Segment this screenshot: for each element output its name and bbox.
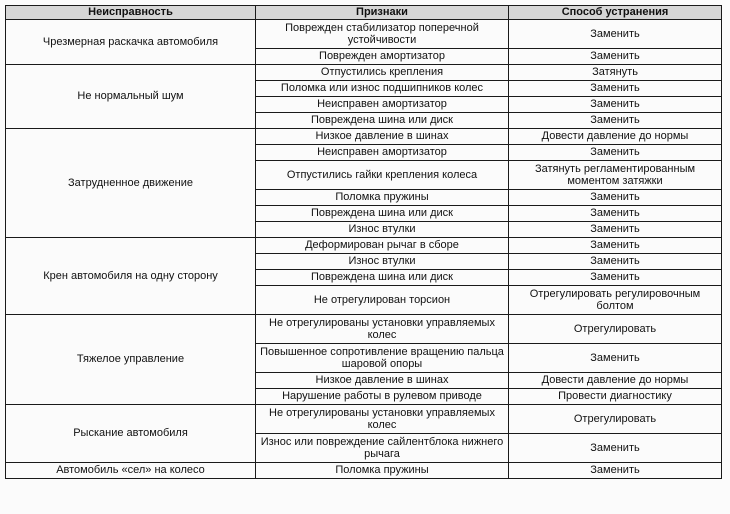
table-header-row	[6, 6, 722, 20]
remedy-cell: Заменить	[509, 97, 722, 113]
table-row	[6, 405, 722, 434]
remedy-cell: Заменить	[509, 20, 722, 49]
fault-cell: Тяжелое управление	[6, 315, 256, 405]
sign-cell: Повреждена шина или диск	[256, 206, 509, 222]
sign-cell: Деформирован рычаг в сборе	[256, 238, 509, 254]
table-row	[6, 463, 722, 479]
sign-cell: Не отрегулированы установки управляемых колес	[256, 315, 509, 344]
fault-cell: Крен автомобиля на одну сторону	[6, 238, 256, 315]
fault-cell: Не нормальный шум	[6, 65, 256, 129]
remedy-cell: Заменить	[509, 270, 722, 286]
fault-cell: Рыскание автомобиля	[6, 405, 256, 463]
sign-cell: Отпустились крепления	[256, 65, 509, 81]
table-row	[6, 65, 722, 81]
remedy-cell: Заменить	[509, 344, 722, 373]
header-signs: Признаки	[256, 6, 509, 20]
sign-cell: Нарушение работы в рулевом приводе	[256, 389, 509, 405]
remedy-cell: Заменить	[509, 145, 722, 161]
remedy-cell: Заменить	[509, 81, 722, 97]
sign-cell: Отпустились гайки крепления колеса	[256, 161, 509, 190]
fault-table	[5, 5, 722, 479]
sign-cell: Износ втулки	[256, 222, 509, 238]
remedy-cell: Отрегулировать	[509, 315, 722, 344]
sign-cell: Износ втулки	[256, 254, 509, 270]
remedy-cell: Провести диагностику	[509, 389, 722, 405]
sign-cell: Поврежден амортизатор	[256, 49, 509, 65]
header-remedy: Способ устранения	[509, 6, 722, 20]
remedy-cell: Заменить	[509, 222, 722, 238]
header-fault: Неисправность	[6, 6, 256, 20]
sign-cell: Повышенное сопротивление вращению пальца шаровой опоры	[256, 344, 509, 373]
sign-cell: Не отрегулированы установки управляемых колес	[256, 405, 509, 434]
remedy-cell: Довести давление до нормы	[509, 129, 722, 145]
table-body	[6, 20, 722, 479]
remedy-cell: Затянуть	[509, 65, 722, 81]
remedy-cell: Заменить	[509, 49, 722, 65]
remedy-cell: Заменить	[509, 113, 722, 129]
remedy-cell: Заменить	[509, 434, 722, 463]
remedy-cell: Заменить	[509, 206, 722, 222]
remedy-cell: Довести давление до нормы	[509, 373, 722, 389]
remedy-cell: Заменить	[509, 254, 722, 270]
table-row	[6, 315, 722, 344]
sign-cell: Неисправен амортизатор	[256, 97, 509, 113]
remedy-cell: Заменить	[509, 463, 722, 479]
sign-cell: Не отрегулирован торсион	[256, 286, 509, 315]
remedy-cell: Заменить	[509, 190, 722, 206]
remedy-cell: Заменить	[509, 238, 722, 254]
sign-cell: Износ или повреждение сайлентблока нижнего рычага	[256, 434, 509, 463]
sign-cell: Низкое давление в шинах	[256, 373, 509, 389]
table-row	[6, 20, 722, 49]
sign-cell: Поломка или износ подшипников колес	[256, 81, 509, 97]
table-row	[6, 129, 722, 145]
sign-cell: Повреждена шина или диск	[256, 270, 509, 286]
sign-cell: Низкое давление в шинах	[256, 129, 509, 145]
sign-cell: Поломка пружины	[256, 463, 509, 479]
remedy-cell: Затянуть регламентированным моментом затяжки	[509, 161, 722, 190]
fault-cell: Автомобиль «сел» на колесо	[6, 463, 256, 479]
remedy-cell: Отрегулировать регулировочным болтом	[509, 286, 722, 315]
sign-cell: Поврежден стабилизатор поперечной устойчивости	[256, 20, 509, 49]
fault-cell: Затрудненное движение	[6, 129, 256, 238]
table-row	[6, 238, 722, 254]
sign-cell: Неисправен амортизатор	[256, 145, 509, 161]
sign-cell: Повреждена шина или диск	[256, 113, 509, 129]
remedy-cell: Отрегулировать	[509, 405, 722, 434]
sign-cell: Поломка пружины	[256, 190, 509, 206]
fault-cell: Чрезмерная раскачка автомобиля	[6, 20, 256, 65]
